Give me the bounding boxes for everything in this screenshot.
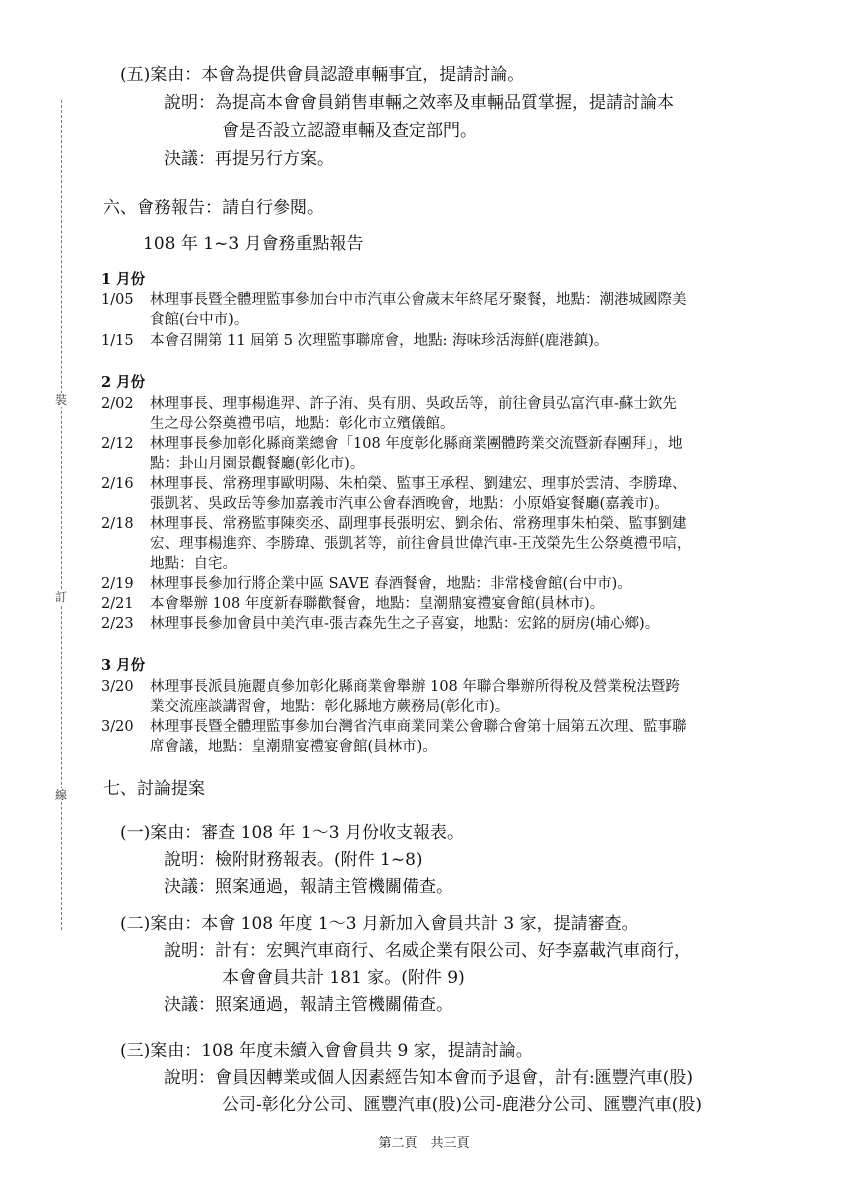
section6-subheading: 108 年 1~3 月會務重點報告: [143, 234, 364, 254]
page-footer: 第二頁 共三頁: [378, 1136, 470, 1151]
case3-expl-2: 公司-彰化分公司、匯豐汽車(股)公司-鹿港分公司、匯豐汽車(股): [222, 1095, 703, 1115]
case2-expl-1: 說明：計有：宏興汽車商行、名威企業有限公司、好李嘉載汽車商行，: [164, 941, 691, 961]
feb-item-3-text: 林理事長、常務理事歐明陽、朱柏榮、監事王承程、劉建宏、理事於雲清、李勝瑋、: [150, 476, 687, 492]
feb-item-1-date: 2/02: [101, 396, 134, 412]
case2-resolution: 決議：照案通過，報請主管機關備查。: [164, 995, 453, 1015]
feb-item-3-text-2: 張凱茗、吳政岳等參加嘉義市汽車公會春酒晚會，地點：小原婚宴餐廳(嘉義市)。: [150, 496, 669, 512]
case1-expl-1: 說明：檢附財務報表。(附件 1~8): [164, 850, 423, 870]
case5-expl-1: 說明：為提高本會會員銷售車輛之效率及車輛品質掌握，提請討論本: [164, 93, 674, 113]
case3-expl-1: 說明：會員因轉業或個人因素經告知本會而予退會，計有:匯豐汽車(股): [164, 1068, 693, 1088]
case2-expl-2: 本會會員共計 181 家。(附件 9): [222, 968, 465, 988]
section6-heading: 六、會務報告：請自行參閱。: [103, 198, 324, 218]
case5-resolution: 決議：再提另行方案。: [164, 149, 334, 169]
feb-item-4-text: 林理事長、常務監事陳奕丞、副理事長張明宏、劉余佑、常務理事朱柏榮、監事劉建: [150, 516, 687, 532]
case1-resolution: 決議：照案通過，報請主管機關備查。: [164, 877, 453, 897]
feb-item-7-date: 2/23: [101, 616, 134, 632]
mar-item-1-text-2: 業交流座談講習會，地點：彰化縣地方蕨務局(彰化市)。: [150, 699, 510, 715]
binding-mark-1: 裝: [51, 393, 71, 407]
month-label-mar: 3 月份: [101, 657, 146, 674]
month-label-jan: 1 月份: [101, 271, 146, 288]
mar-item-1-text: 林理事長派員施麗貞參加彰化縣商業會舉辦 108 年聯合舉辦所得稅及營業稅法暨跨: [150, 679, 680, 695]
feb-item-4-date: 2/18: [101, 516, 134, 532]
jan-item-1-text-2: 食館(台中市)。: [150, 312, 249, 328]
mar-item-2-date: 3/20: [101, 719, 134, 735]
jan-item-2-text: 本會召開第 11 屆第 5 次理監事聯席會，地點: 海味珍活海鮮(鹿港鎮)。: [150, 333, 609, 349]
case5-head: (五)案由：本會為提供會員認證車輛事宜，提請討論。: [120, 65, 525, 85]
mar-item-2-text: 林理事長暨全體理監事參加台灣省汽車商業同業公會聯合會第十屆第五次理、監事聯: [150, 719, 687, 735]
month-label-feb: 2 月份: [101, 374, 146, 391]
feb-item-1-text-2: 生之母公祭奠禮弔唁，地點：彰化市立殯儀館。: [150, 416, 455, 432]
mar-item-1-date: 3/20: [101, 679, 134, 695]
feb-item-2-date: 2/12: [101, 436, 134, 452]
feb-item-3-date: 2/16: [101, 476, 134, 492]
feb-item-2-text: 林理事長參加彰化縣商業總會「108 年度彰化縣商業團體跨業交流暨新春團拜」，地: [150, 436, 683, 452]
binding-mark-2: 訂: [51, 590, 71, 604]
feb-item-2-text-2: 點：卦山月園景觀餐廳(彰化市)。: [150, 456, 365, 472]
case2-head: (二)案由：本會 108 年度 1～3 月新加入會員共計 3 家，提請審查。: [120, 914, 639, 934]
case3-head: (三)案由：108 年度未續入會會員共 9 家，提請討論。: [120, 1041, 533, 1061]
feb-item-6-text: 本會舉辦 108 年度新春聯歡餐會，地點：皇潮鼎宴禮宴會館(員林市)。: [150, 596, 605, 612]
feb-item-6-date: 2/21: [101, 596, 134, 612]
binding-mark-3: 線: [51, 788, 71, 802]
feb-item-4-text-2: 宏、理事楊進弈、李勝瑋、張凱茗等，前往會員世偉汽車-王茂榮先生公祭奠禮弔唁，: [150, 536, 692, 552]
feb-item-7-text: 林理事長參加會員中美汽車-張吉森先生之子喜宴，地點：宏銘的厨房(埔心鄉)。: [150, 616, 660, 632]
binding-line: [61, 100, 62, 930]
jan-item-2-date: 1/15: [101, 333, 134, 349]
feb-item-1-text: 林理事長、理事楊進羿、許子洧、吳有朋、吳政岳等，前往會員弘富汽車-蘇士欽先: [150, 396, 677, 412]
mar-item-2-text-2: 席會議，地點：皇潮鼎宴禮宴會館(員林市)。: [150, 739, 437, 755]
feb-item-5-date: 2/19: [101, 576, 134, 592]
feb-item-4-text-3: 地點：自宅。: [150, 556, 237, 572]
jan-item-1-date: 1/05: [101, 292, 134, 308]
section7-heading: 七、討論提案: [103, 779, 205, 799]
case5-expl-2: 會是否設立認證車輛及查定部門。: [222, 121, 477, 141]
case1-head: (一)案由：審查 108 年 1～3 月份收支報表。: [120, 823, 464, 843]
jan-item-1-text: 林理事長暨全體理監事參加台中市汽車公會歲末年終尾牙聚餐，地點：潮港城國際美: [150, 292, 687, 308]
feb-item-5-text: 林理事長參加行將企業中區 SAVE 春酒餐會，地點：非常棧會館(台中市)。: [150, 576, 632, 592]
